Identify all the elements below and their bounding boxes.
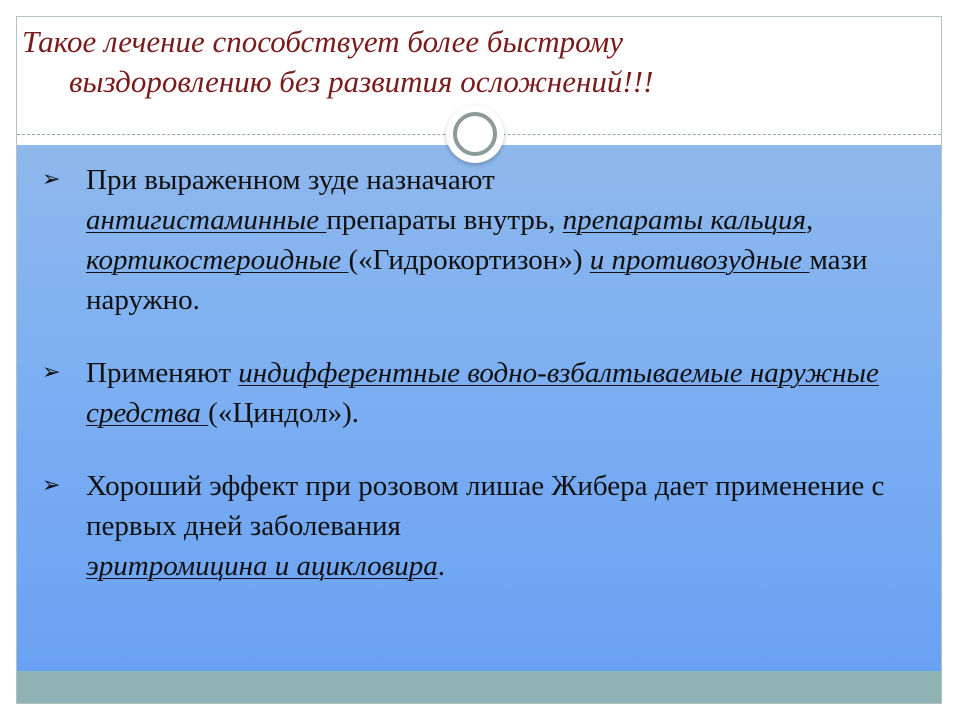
drug-term-erythromycin-acyclovir: эритромицина и ацикловира — [86, 550, 438, 582]
bullet-list — [40, 160, 920, 619]
arrow-bullet-icon: ➢ — [42, 360, 61, 385]
bullet-text: («Гидрокортизон») — [348, 244, 583, 276]
footer-bar — [17, 671, 941, 703]
slide-title-line-2: выздоровлению без развития осложнений!!! — [69, 64, 654, 99]
slide-title-line-1: Такое лечение способствует более быстрому — [22, 24, 623, 59]
bullet-text: Хороший эффект при розовом лишае Жибера дает применение с первых дней заболевания — [86, 470, 885, 542]
slide-title — [22, 22, 653, 102]
bullet-item — [40, 466, 920, 586]
drug-term-antihistamines: антигистаминные — [86, 204, 327, 236]
bullet-text: . — [437, 550, 446, 582]
bullet-item — [40, 160, 920, 320]
circle-ornament-icon — [446, 105, 504, 163]
bullet-text: препараты внутрь, — [326, 204, 563, 236]
arrow-bullet-icon: ➢ — [42, 473, 61, 498]
bullet-text: («Циндол»). — [208, 397, 360, 429]
bullet-text: мази наружно. — [86, 244, 868, 316]
drug-term-suspensions: индифферентные водно-взбалтываемые наружные средства — [86, 357, 879, 429]
drug-term-calcium: препараты кальция — [562, 204, 807, 236]
bullet-item — [40, 353, 920, 433]
drug-term-corticosteroids: кортикостероидные — [86, 244, 349, 276]
bullet-text: Применяют — [86, 357, 239, 389]
drug-term-antipruritic: и противозудные — [589, 244, 810, 276]
bullet-text: , — [806, 204, 814, 236]
arrow-bullet-icon: ➢ — [42, 167, 61, 192]
bullet-text: При выраженном зуде назначают — [86, 164, 495, 196]
